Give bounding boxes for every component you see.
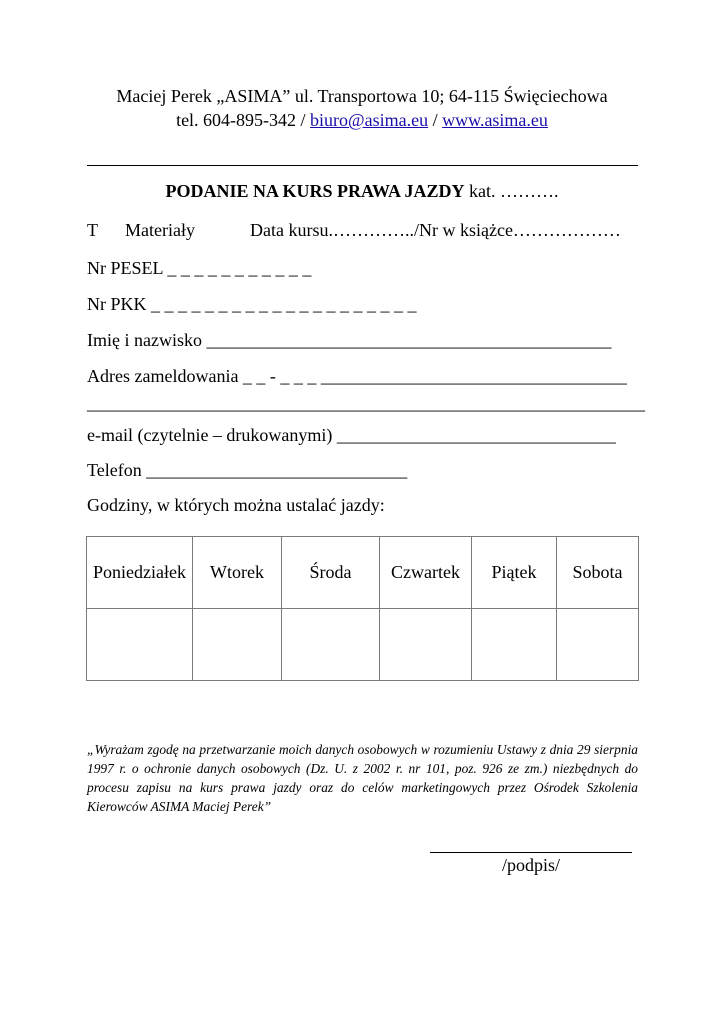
phone-text: tel. 604-895-342 / (176, 110, 311, 130)
schedule-hours-row (87, 609, 639, 681)
hours-cell-thursday[interactable] (380, 609, 472, 681)
course-date-field: Data kursu.…………../Nr w książce……………… (250, 220, 621, 240)
hours-cell-saturday[interactable] (557, 609, 639, 681)
form-title-bold: PODANIE NA KURS PRAWA JAZDY (165, 181, 465, 201)
website-link[interactable]: www.asima.eu (442, 110, 548, 130)
day-header-thursday: Czwartek (380, 537, 472, 609)
address-continuation-line: ______________________________________________________________ (87, 393, 645, 413)
hours-cell-tuesday[interactable] (193, 609, 282, 681)
company-address: Maciej Perek „ASIMA” ul. Transportowa 10; 64-115 Święciechowa (116, 86, 608, 106)
signature-label: /podpis/ (501, 855, 560, 875)
form-title-category: kat. ………. (464, 181, 559, 201)
company-contact (0, 110, 724, 131)
header-divider (87, 165, 638, 166)
consent-statement: „Wyrażam zgodę na przetwarzanie moich danych osobowych w rozumieniu Ustawy z dnia 29 sierpnia 1997 r. o ochronie danych osobowych (Dz. U. z 2002 r. nr 101, poz. 926 ze zm.) niezbędnych do procesu zapisu na kurs prawa jazdy oraz do celów marketingowych przez Ośrodek Szkolenia Kierowców ASIMA Maciej Perek” (87, 742, 638, 814)
t-mark: T (87, 220, 98, 240)
link-separator: / (428, 110, 443, 130)
signature-line (430, 852, 632, 853)
hours-cell-monday[interactable] (87, 609, 193, 681)
day-header-friday: Piątek (472, 537, 557, 609)
materials-label: Materiały (125, 220, 195, 240)
day-header-tuesday: Wtorek (193, 537, 282, 609)
email-field: e-mail (czytelnie – drukowanymi) _______________________________ (87, 425, 616, 445)
day-header-saturday: Sobota (557, 537, 639, 609)
name-field: Imię i nazwisko _____________________________________________ (87, 330, 612, 350)
phone-field: Telefon _____________________________ (87, 460, 408, 480)
email-link[interactable]: biuro@asima.eu (310, 110, 429, 130)
hours-label: Godziny, w których można ustalać jazdy: (87, 495, 385, 515)
hours-cell-friday[interactable] (472, 609, 557, 681)
schedule-table (86, 536, 639, 681)
day-header-wednesday: Środa (282, 537, 380, 609)
address-field: Adres zameldowania _ _ - _ _ _ __________________________________ (87, 366, 627, 386)
hours-cell-wednesday[interactable] (282, 609, 380, 681)
day-header-monday: Poniedziałek (87, 537, 193, 609)
schedule-header-row (87, 537, 639, 609)
pkk-field: Nr PKK _ _ _ _ _ _ _ _ _ _ _ _ _ _ _ _ _ _ _ _ (87, 294, 417, 314)
form-title (0, 181, 724, 202)
pesel-field: Nr PESEL _ _ _ _ _ _ _ _ _ _ _ (87, 258, 312, 278)
